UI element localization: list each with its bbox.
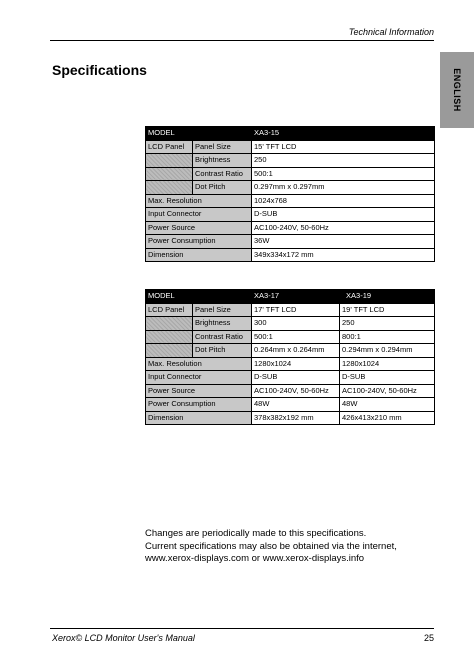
- hatched-cell: [146, 154, 193, 168]
- dot-pitch-value: 0.264mm x 0.264mm: [252, 344, 340, 358]
- input-value: D-SUB: [340, 371, 435, 385]
- contrast-label: Contrast Ratio: [193, 167, 252, 181]
- page-title: Specifications: [52, 62, 147, 78]
- note-line: Current specifications may also be obtained via the internet,: [145, 540, 397, 552]
- panel-size-value: 19' TFT LCD: [340, 303, 435, 317]
- contrast-value: 800:1: [340, 330, 435, 344]
- table-row: [146, 221, 435, 235]
- table-row: [146, 208, 435, 222]
- table-row: [146, 154, 435, 168]
- dimension-value: 378x382x192 mm: [252, 411, 340, 425]
- table-row: [146, 357, 435, 371]
- dot-pitch-label: Dot Pitch: [193, 181, 252, 195]
- footer-divider: [50, 628, 434, 629]
- contrast-value: 500:1: [252, 330, 340, 344]
- hatched-cell: [146, 167, 193, 181]
- model-value: XA3-15: [252, 127, 435, 141]
- power-source-label: Power Source: [146, 221, 252, 235]
- table-row: [146, 344, 435, 358]
- section-header: Technical Information: [348, 27, 434, 37]
- table-row: [146, 303, 435, 317]
- table-row: [146, 140, 435, 154]
- input-label: Input Connector: [146, 208, 252, 222]
- contrast-value: 500:1: [252, 167, 435, 181]
- hatched-cell: [146, 330, 193, 344]
- resolution-value: 1280x1024: [252, 357, 340, 371]
- table-row: [146, 290, 435, 304]
- dimension-label: Dimension: [146, 248, 252, 262]
- spec-table-xa3-15: [145, 126, 435, 262]
- page-number: 25: [423, 633, 434, 643]
- panel-size-value: 17' TFT LCD: [252, 303, 340, 317]
- dot-pitch-value: 0.294mm x 0.294mm: [340, 344, 435, 358]
- hatched-cell: [146, 181, 193, 195]
- power-source-value: AC100-240V, 50-60Hz: [252, 384, 340, 398]
- input-value: D-SUB: [252, 208, 435, 222]
- power-consumption-label: Power Consumption: [146, 235, 252, 249]
- power-consumption-value: 36W: [252, 235, 435, 249]
- brightness-value: 250: [340, 317, 435, 331]
- table-row: [146, 411, 435, 425]
- resolution-value: 1280x1024: [340, 357, 435, 371]
- resolution-value: 1024x768: [252, 194, 435, 208]
- lcd-panel-label: LCD Panel: [146, 303, 193, 317]
- table-row: [146, 330, 435, 344]
- panel-size-value: 15' TFT LCD: [252, 140, 435, 154]
- power-consumption-label: Power Consumption: [146, 398, 252, 412]
- table-row: [146, 181, 435, 195]
- power-source-value: AC100-240V, 50-60Hz: [252, 221, 435, 235]
- language-tab-label: ENGLISH: [452, 68, 462, 112]
- panel-size-label: Panel Size: [193, 140, 252, 154]
- input-value: D-SUB: [252, 371, 340, 385]
- model-value-xa3-19: XA3-19: [340, 290, 435, 304]
- resolution-label: Max. Resolution: [146, 194, 252, 208]
- table-row: [146, 235, 435, 249]
- table-row: [146, 398, 435, 412]
- spec-table-xa3-17-19: [145, 289, 435, 425]
- panel-size-label: Panel Size: [193, 303, 252, 317]
- model-value-xa3-17: XA3-17: [252, 290, 340, 304]
- header-divider: [50, 40, 434, 41]
- resolution-label: Max. Resolution: [146, 357, 252, 371]
- dimension-label: Dimension: [146, 411, 252, 425]
- power-source-value: AC100-240V, 50-60Hz: [340, 384, 435, 398]
- brightness-label: Brightness: [193, 317, 252, 331]
- brightness-value: 250: [252, 154, 435, 168]
- contrast-label: Contrast Ratio: [193, 330, 252, 344]
- language-tab: [440, 52, 474, 128]
- lcd-panel-label: LCD Panel: [146, 140, 193, 154]
- brightness-value: 300: [252, 317, 340, 331]
- brightness-label: Brightness: [193, 154, 252, 168]
- power-consumption-value: 48W: [340, 398, 435, 412]
- table-row: [146, 167, 435, 181]
- model-label: MODEL: [146, 127, 252, 141]
- note-line-urls: www.xerox-displays.com or www.xerox-displays.info: [145, 553, 365, 564]
- model-label: MODEL: [146, 290, 252, 304]
- note-line: Changes are periodically made to this specifications.: [145, 528, 367, 539]
- dot-pitch-value: 0.297mm x 0.297mm: [252, 181, 435, 195]
- power-source-label: Power Source: [146, 384, 252, 398]
- hatched-cell: [146, 317, 193, 331]
- power-consumption-value: 48W: [252, 398, 340, 412]
- table-row: [146, 248, 435, 262]
- table-row: [146, 127, 435, 141]
- specification-note: [145, 528, 435, 566]
- table-row: [146, 384, 435, 398]
- table-row: [146, 194, 435, 208]
- manual-title: Xerox© LCD Monitor User's Manual: [52, 633, 195, 643]
- dot-pitch-label: Dot Pitch: [193, 344, 252, 358]
- dimension-value: 426x413x210 mm: [340, 411, 435, 425]
- dimension-value: 349x334x172 mm: [252, 248, 435, 262]
- hatched-cell: [146, 344, 193, 358]
- table-row: [146, 317, 435, 331]
- input-label: Input Connector: [146, 371, 252, 385]
- table-row: [146, 371, 435, 385]
